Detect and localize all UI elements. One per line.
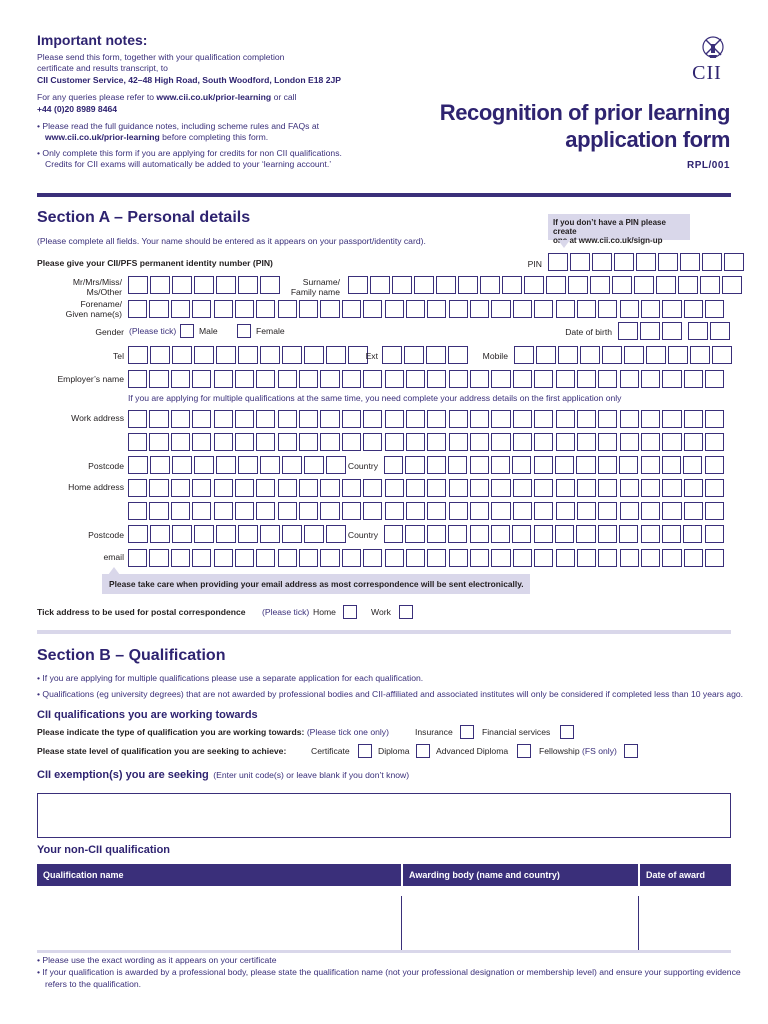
email-label: email xyxy=(103,552,124,562)
notes-bullet-2-cont: Credits for CII exams will automatically be added to your ‘learning account.’ xyxy=(45,159,332,169)
mobile-label: Mobile xyxy=(482,351,508,361)
date-of-award-input[interactable] xyxy=(640,886,731,950)
notes-phone: +44 (0)20 8989 8464 xyxy=(37,104,118,114)
insurance-checkbox[interactable] xyxy=(460,725,474,739)
fellowship-checkbox[interactable] xyxy=(624,744,638,758)
gender-female-label: Female xyxy=(256,326,285,336)
section-a-title: Section A – Personal details xyxy=(37,209,251,226)
type-row xyxy=(37,727,389,738)
section-b-bullet-2 xyxy=(37,689,743,700)
type-tick-one: (Please tick one only) xyxy=(306,727,389,737)
notes-line-1: Please send this form, together with your qualification completion xyxy=(37,52,285,62)
notes-query-prefix: For any queries please refer to xyxy=(37,92,157,102)
notes-title: Important notes: xyxy=(37,32,148,48)
pin-callout-line-2: one at www.cii.co.uk/sign-up xyxy=(553,236,663,245)
notes-address: CII Customer Service, 42–48 High Road, South Woodford, London E18 2JP xyxy=(37,75,342,85)
fellowship-fs-only: (FS only) xyxy=(582,746,617,756)
tel-label: Tel xyxy=(113,351,124,361)
col-awarding-body: Awarding body (name and country) xyxy=(403,864,638,886)
form-title-line-2: application form xyxy=(565,127,730,152)
title-label: Mr/Mrs/Miss/ Ms/Other xyxy=(72,277,122,297)
exemption-heading-row xyxy=(37,765,409,783)
work-address-line-1[interactable] xyxy=(128,410,724,428)
surname-label: Surname/ Family name xyxy=(290,277,340,297)
form-code: RPL/001 xyxy=(687,160,730,171)
work-postcode-input[interactable] xyxy=(128,456,346,474)
exemption-input[interactable] xyxy=(37,793,731,838)
gender-male-checkbox[interactable] xyxy=(180,324,194,338)
notes-bullet-1 xyxy=(37,121,319,132)
bullet-icon: • xyxy=(37,689,41,699)
multi-application-note: If you are applying for multiple qualifications at the same time, you need complete your address details on the first application only xyxy=(128,393,622,403)
footnote-1 xyxy=(37,955,276,966)
bullet-icon: • xyxy=(37,967,41,977)
email-note: Please take care when providing your email address as most correspondence will be sent electronically. xyxy=(102,574,530,594)
form-title-line-1: Recognition of prior learning xyxy=(439,100,730,125)
gender-label: Gender xyxy=(95,327,124,337)
insurance-label: Insurance xyxy=(415,727,453,737)
mobile-input[interactable] xyxy=(514,346,732,364)
postal-work-checkbox[interactable] xyxy=(399,605,413,619)
dob-label: Date of birth xyxy=(565,327,612,337)
postal-please-tick: (Please tick) xyxy=(262,607,310,617)
footnote-2 xyxy=(37,967,741,978)
financial-services-checkbox[interactable] xyxy=(560,725,574,739)
home-country-label: Country xyxy=(347,530,378,540)
exemption-hint: (Enter unit code(s) or leave blank if you don’t know) xyxy=(213,770,410,780)
advanced-diploma-checkbox[interactable] xyxy=(517,744,531,758)
notes-bullet-2-text: Only complete this form if you are applying for credits for non CII qualifications. xyxy=(42,148,342,158)
gender-please-tick: (Please tick) xyxy=(129,326,177,336)
work-postcode-label: Postcode xyxy=(88,461,124,471)
email-input[interactable] xyxy=(128,549,724,567)
home-postcode-label: Postcode xyxy=(88,530,124,540)
header-divider xyxy=(37,193,731,197)
notes-line-2: certificate and results transcript, to xyxy=(37,63,168,73)
table-column-divider xyxy=(401,896,402,950)
noncii-heading: Your non-CII qualification xyxy=(37,844,171,856)
footnote-3: refers to the qualification. xyxy=(45,979,142,989)
type-prompt: Please indicate the type of qualification you are working towards: xyxy=(37,727,305,737)
footnote-1-text: Please use the exact wording as it appears on your certificate xyxy=(42,955,277,965)
home-address-line-2[interactable] xyxy=(128,502,724,520)
notes-bullet-1-text: Please read the full guidance notes, including scheme rules and FAQs at xyxy=(42,121,320,131)
col-qualification-name: Qualification name xyxy=(37,864,401,886)
ext-input[interactable] xyxy=(382,346,468,364)
diploma-label: Diploma xyxy=(378,746,410,756)
certificate-label: Certificate xyxy=(311,746,350,756)
bullet-icon: • xyxy=(37,673,41,683)
notes-query-link[interactable]: www.cii.co.uk/prior-learning xyxy=(156,92,272,102)
cii-logo-icon xyxy=(696,32,730,62)
qualification-name-input[interactable] xyxy=(37,886,401,950)
pin-callout xyxy=(548,214,690,245)
forename-label: Forename/ Given name(s) xyxy=(65,299,122,319)
gender-male-label: Male xyxy=(199,326,218,336)
section-b-title: Section B – Qualification xyxy=(37,647,226,664)
col-date-of-award: Date of award xyxy=(640,864,731,886)
home-country-input[interactable] xyxy=(384,525,724,543)
notes-bullet-2 xyxy=(37,148,342,159)
work-address-line-2[interactable] xyxy=(128,433,724,451)
postal-work-label: Work xyxy=(371,607,391,617)
callout-pointer-icon xyxy=(558,240,570,248)
section-divider xyxy=(37,630,731,634)
surname-input[interactable] xyxy=(348,276,742,294)
bullet-icon: • xyxy=(37,121,41,131)
home-address-line-1[interactable] xyxy=(128,479,724,497)
cii-logo-text: CII xyxy=(692,62,722,84)
employer-input[interactable] xyxy=(128,370,724,388)
awarding-body-input[interactable] xyxy=(403,886,638,950)
bullet-icon: • xyxy=(37,148,41,158)
pin-input[interactable] xyxy=(548,253,744,271)
home-postcode-input[interactable] xyxy=(128,525,346,543)
fellowship-row xyxy=(539,746,617,757)
postal-home-label: Home xyxy=(313,607,336,617)
section-b-bullet-1 xyxy=(37,673,423,684)
footnote-2-text: If your qualification is awarded by a professional body, please state the qualification name (not your professional designation or membership level) and ensure your supporting evidence xyxy=(42,967,741,977)
fellowship-label: Fellowship xyxy=(539,746,580,756)
dob-input[interactable] xyxy=(618,322,732,340)
notes-bullet-1-tail: before completing this form. xyxy=(159,132,269,142)
section-b-bullet-2-text: Qualifications (eg university degrees) that are not awarded by professional bodies and CII-affiliated and associated institutes will only be considered if completed less than 10 years ago. xyxy=(42,689,744,699)
table-column-divider xyxy=(638,896,639,950)
employer-label: Employer’s name xyxy=(57,374,124,384)
pin-label: PIN xyxy=(527,259,542,269)
home-address-label: Home address xyxy=(68,482,124,492)
ext-label: Ext xyxy=(365,351,378,361)
diploma-checkbox[interactable] xyxy=(416,744,430,758)
tel-input[interactable] xyxy=(128,346,368,364)
cii-qualifications-heading: CII qualifications you are working towards xyxy=(37,709,258,721)
pin-callout-line-1: If you don’t have a PIN please create xyxy=(553,218,666,236)
exemption-heading: CII exemption(s) you are seeking xyxy=(37,769,209,781)
table-bottom-rule xyxy=(37,950,731,953)
section-a-subtitle: (Please complete all fields. Your name should be entered as it appears on your passport/identity card). xyxy=(37,236,426,246)
notes-bullet-1-link[interactable]: www.cii.co.uk/prior-learning xyxy=(45,132,160,142)
bullet-icon: • xyxy=(37,955,41,965)
postal-label: Tick address to be used for postal correspondence xyxy=(37,607,246,617)
notes-query xyxy=(37,92,297,103)
certificate-checkbox[interactable] xyxy=(358,744,372,758)
notes-query-suffix: or call xyxy=(271,92,297,102)
pin-prompt: Please give your CII/PFS permanent identity number (PIN) xyxy=(37,258,273,268)
work-address-label: Work address xyxy=(71,413,124,423)
section-b-bullet-1-text: If you are applying for multiple qualifications please use a separate application for each qualification. xyxy=(42,673,424,683)
advanced-diploma-label: Advanced Diploma xyxy=(436,746,509,756)
work-country-label: Country xyxy=(347,461,378,471)
forename-input[interactable] xyxy=(128,300,724,318)
gender-female-checkbox[interactable] xyxy=(237,324,251,338)
level-prompt: Please state level of qualification you are seeking to achieve: xyxy=(37,746,287,756)
work-country-input[interactable] xyxy=(384,456,724,474)
notes-bullet-1-cont xyxy=(45,132,268,143)
postal-home-checkbox[interactable] xyxy=(343,605,357,619)
financial-services-label: Financial services xyxy=(482,727,551,737)
